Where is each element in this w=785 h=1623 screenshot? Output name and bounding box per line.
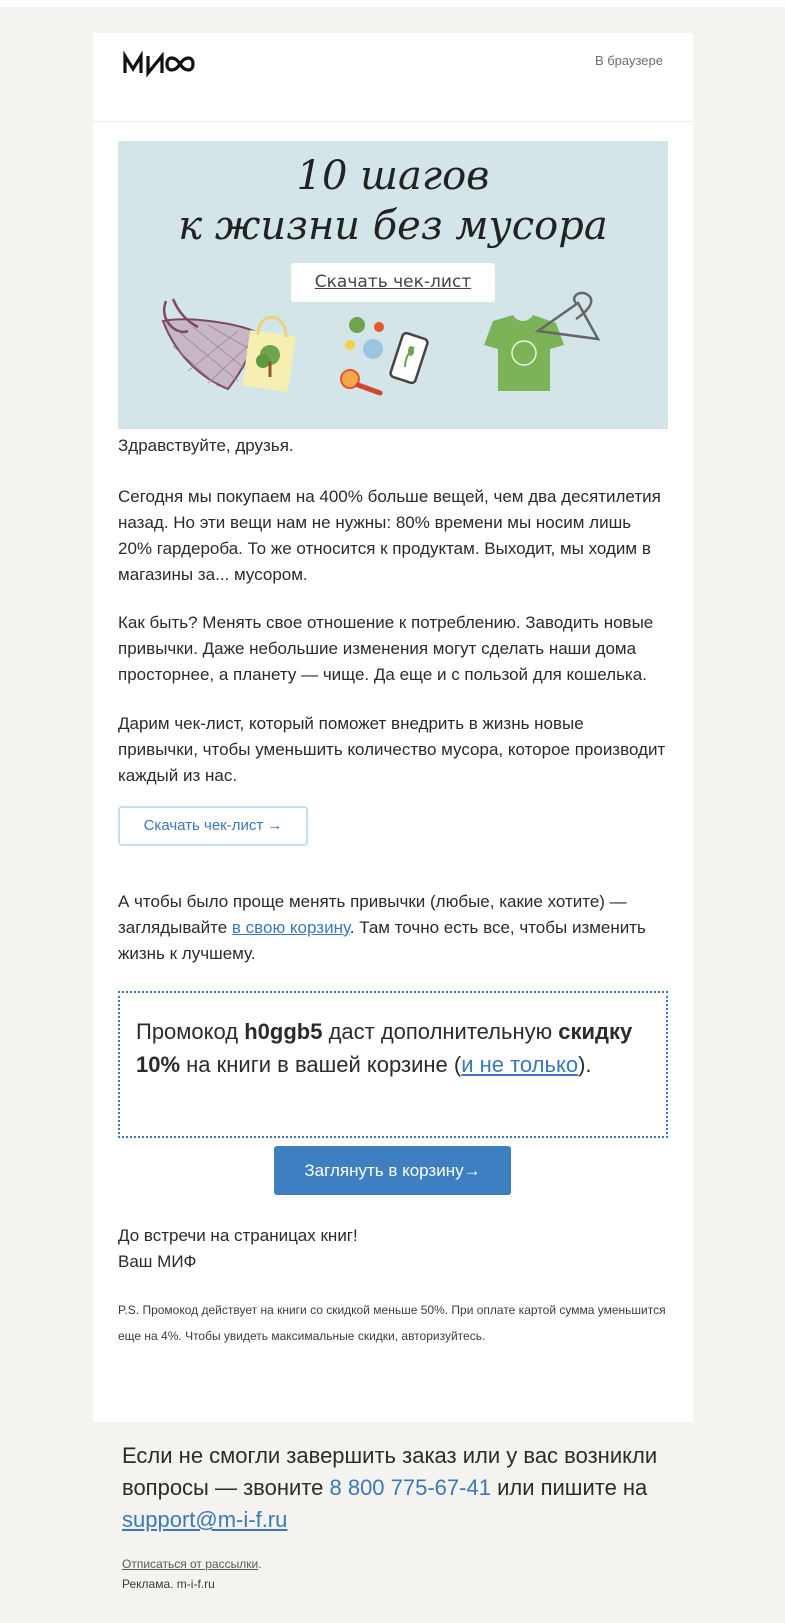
paragraph-consumption: Сегодня мы покупаем на 400% больше вещей, чем два десятилетия назад. Но эти вещи нам не нужны: 80% времени мы носим лишь 20% гардероба. То же относится к продуктам. Выходит, мы ходим в магазины за... мусором. — [118, 487, 661, 584]
promo-t2: даст дополнительную — [322, 1019, 559, 1044]
promo-text — [136, 1015, 636, 1081]
footer-contact — [122, 1440, 662, 1536]
view-cart-button[interactable]: Заглянуть в корзину→ — [274, 1146, 511, 1195]
blue-dot-icon — [363, 339, 383, 359]
yellow-dot-icon — [345, 340, 355, 350]
signoff — [118, 1223, 668, 1275]
mif-logo[interactable] — [123, 49, 213, 81]
promo-discount: скидку 10% — [136, 1019, 633, 1077]
promo-box — [118, 991, 668, 1138]
view-in-browser-link[interactable]: В браузере — [594, 53, 663, 68]
ps-note: P.S. Промокод действует на книги со скидкой меньше 50%. При оплате картой сумма уменьшится еще на 4%. Чтобы увидеть максимальные скидки, авторизуйтесь. — [118, 1303, 666, 1343]
banner-title — [118, 151, 668, 251]
paragraph-cart-before: А чтобы было проще менять привычки (любые, какие хотите) — заглядывайте — [118, 892, 627, 937]
tshirt-icon — [484, 315, 564, 391]
paragraph-checklist: Дарим чек-лист, который поможет внедрить в жизнь новые привычки, чтобы уменьшить количество мусора, которое производит каждый из нас. — [118, 714, 666, 785]
orange-dot-icon — [374, 322, 384, 332]
hanger-icon — [538, 293, 598, 339]
greeting-text: Здравствуйте, друзья. — [118, 436, 294, 455]
ad-label: Реклама. m-i-f.ru — [122, 1577, 215, 1591]
signoff-line2: Ваш МИФ — [118, 1252, 197, 1271]
promo-t1: Промокод — [136, 1019, 245, 1044]
cart-link[interactable]: в свою корзину — [231, 918, 350, 937]
unsubscribe-link[interactable]: Отписаться от рассылки — [122, 1557, 259, 1571]
paragraph-habits: Как быть? Менять свое отношение к потреблению. Заводить новые привычки. Даже небольшие изменения могут сделать наши дома просторнее, а планету — чище. Да еще и с пользой для кошелька. — [118, 613, 654, 684]
banner-title-line2: к жизни без мусора — [178, 203, 608, 249]
paragraph-cart-after: . Там точно есть все, чтобы изменить жизнь к лучшему. — [118, 918, 646, 963]
promo-t4: ). — [578, 1052, 592, 1077]
unsubscribe-dot: . — [258, 1557, 262, 1571]
magnifier-icon — [341, 370, 380, 393]
email-card — [93, 33, 693, 1422]
green-dot-icon — [349, 317, 365, 333]
footer-t2: или пишите на — [490, 1475, 648, 1500]
banner-title-line1: 10 шагов — [296, 153, 490, 199]
phone-icon — [390, 332, 429, 384]
download-checklist-button[interactable]: Скачать чек-лист → — [118, 806, 308, 846]
promo-code: h0ggb5 — [244, 1019, 323, 1044]
support-email-link[interactable]: support@m-i-f.ru — [122, 1507, 288, 1532]
email-header — [93, 33, 693, 122]
tote-bag-icon — [242, 317, 295, 392]
signoff-line1: До встречи на страницах книг! — [118, 1226, 358, 1245]
top-strip — [0, 0, 785, 7]
zero-waste-illustration — [118, 291, 668, 429]
promo-t3: на книги в вашей корзине ( — [180, 1052, 462, 1077]
phone-link[interactable]: 8 800 775-67-41 — [329, 1475, 491, 1500]
hero-banner[interactable] — [118, 141, 668, 429]
paragraph-cart — [118, 889, 668, 967]
unsubscribe-line — [122, 1557, 262, 1571]
footer-t1: Если не смогли завершить заказ или у вас возникли вопросы — звоните — [122, 1443, 658, 1500]
promo-more-link[interactable]: и не только — [461, 1052, 579, 1077]
banner-download-button[interactable]: Скачать чек-лист — [291, 263, 495, 302]
